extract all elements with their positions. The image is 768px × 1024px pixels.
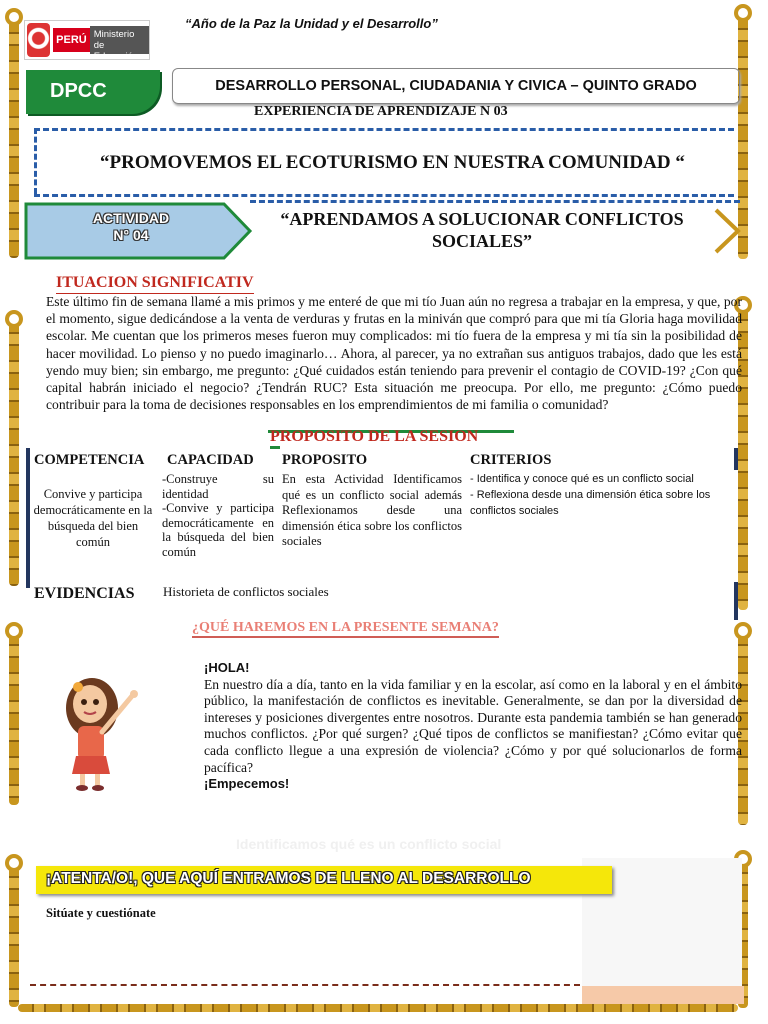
dashed-line-activity (250, 200, 740, 203)
criterio-item: - Reflexiona desde una dimensión ética sobre los conflictos sociales (470, 489, 711, 517)
girl-pointing-illustration (58, 668, 148, 792)
gold-chain-border-left-top (9, 18, 19, 258)
logo-ministry (90, 26, 149, 62)
gold-chain-border-left-bottom (9, 862, 19, 1007)
chain-ring (734, 4, 752, 22)
dashed-frame-left (34, 128, 37, 194)
header-capacidad: CAPACIDAD (167, 452, 254, 468)
capacidad-item: -Convive y participa democráticamente en la búsqueda del bien común (162, 501, 274, 559)
evidencias-label: EVIDENCIAS (34, 585, 135, 602)
activity-badge (24, 202, 254, 260)
activity-number: N° 04 (113, 227, 149, 243)
faded-subheading: Identificamos qué es un conflicto social (236, 836, 502, 852)
ministry-logo (24, 20, 150, 60)
situation-text: Este último fin de semana llamé a mis primos y me enteré de que mi tío Juan aún no regresa a trabajar en la empresa, y que, por el momento, sigue dedicándose a la venta de verduras y frutas en la miniván que compró para que mi tía Gloria haga movilidad escolar. Me cuentan que los primeros meses fueron muy complicados: mi tío fuera de la empresa y mi tía sin la posibilidad de hacer movilidad. Lo pienso y no puedo imaginarlo… Ahora, al parecer, ya no extrañan sus antiguos trabajos, dado que les está yendo muy bien; sin embargo, me pregunto: ¿Qué cuidados están teniendo para prevenir el contagio de COVID-19? ¿Con qué capital habrán iniciado el negocio? ¿Tendrán RUC? Esta situación me preocupa. Por ello, me pregunto: ¿Cómo puedo contribuir para la toma de decisiones responsables en los emprendimientos de mi familia o comunidad? (46, 294, 742, 413)
experience-title: “PROMOVEMOS EL ECOTURISMO EN NUESTRA COMUNIDAD “ (100, 152, 685, 173)
experience-number: EXPERIENCIA DE APRENDIZAJE N 03 (254, 104, 508, 119)
logo-ministry-line1: Ministerio (93, 29, 135, 40)
purpose-heading: PROPOSITO DE LA SESION (270, 428, 479, 445)
footer-accent-block (582, 986, 744, 1004)
header-proposito: PROPOSITO (282, 452, 368, 468)
competencia-value: Convive y participa democráticamente en la búsqueda del bien común (33, 487, 153, 549)
dashed-frame-bottom (34, 194, 734, 197)
course-title-box (172, 68, 740, 104)
intro-closing: ¡Empecemos! (204, 776, 290, 792)
chain-ring (5, 622, 23, 640)
proposito-value: En esta Actividad Identificamos qué es un conflicto social además Reflexionamos desde una dimensión ética sobre los conflictos sociales (282, 472, 462, 549)
chain-ring (5, 310, 23, 328)
activity-title: “APRENDAMOS A SOLUCIONAR CONFLICTOS SOCIALES” (280, 209, 684, 251)
chain-ring (734, 622, 752, 640)
capacidad-item: -Construye su identidad (162, 472, 274, 501)
purpose-underline (270, 446, 280, 449)
capacidad-cell (162, 472, 274, 560)
gold-chain-border-left-mid (9, 318, 19, 586)
header-criterios: CRITERIOS (470, 452, 552, 468)
header-competencia: COMPETENCIA (34, 452, 145, 468)
intro-greeting: ¡HOLA! (204, 660, 250, 675)
table-bracket-left (26, 448, 30, 588)
badge-label: DPCC (50, 80, 107, 102)
criterios-cell (470, 471, 734, 519)
criterio-item: - Identifica y conoce qué es un conflicto social (470, 473, 694, 485)
situation-heading: ITUACION SIGNIFICATIV (56, 274, 254, 294)
attention-banner-text: ¡ATENTA/O!, QUE AQUÍ ENTRAMOS DE LLENO AL DESARROLLO (46, 870, 531, 887)
logo-country: PERÚ (53, 28, 90, 52)
week-heading: ¿QUÉ HAREMOS EN LA PRESENTE SEMANA? (192, 620, 499, 638)
intro-body: En nuestro día a día, tanto en la vida familiar y en la escolar, así como en la laboral y en el ámbito público, la manifestación de conflictos es inevitable. Generalmente, se dan por la diversidad de intereses y posiciones divergentes entre nosotros. Durante esta pandemia también se han generado muchos conflictos. ¿Por qué surgen? ¿Qué tipos de conflictos se manifiestan? ¿Cómo evitar que cada conflicto llegue a una expresión de violencia? ¿Cómo y por qué solucionarlos de forma pacífica? (204, 676, 742, 775)
logo-ministry-line2: de Educación (93, 40, 139, 62)
course-title: DESARROLLO PERSONAL, CIUDADANIA Y CIVICA – QUINTO GRADO (215, 78, 697, 94)
evidencias-value: Historieta de conflictos sociales (163, 584, 329, 599)
gold-chain-border-left-low (9, 630, 19, 805)
year-motto: “Año de la Paz la Unidad y el Desarrollo” (185, 16, 438, 31)
gold-chain-border-bottom (18, 1004, 738, 1012)
table-bracket-right-bottom (734, 582, 738, 620)
chain-ring (5, 854, 23, 872)
intro-block (204, 660, 742, 793)
dashed-frame-top (34, 128, 734, 131)
chain-ring (5, 8, 23, 26)
situate-label: Sitúate y cuestiónate (46, 906, 156, 920)
dpcc-badge (26, 60, 162, 116)
chevron-right-icon (712, 206, 742, 261)
dashed-footer-line (30, 984, 580, 986)
table-bracket-right-top (734, 448, 738, 470)
peru-shield-icon (27, 23, 50, 57)
activity-label: ACTIVIDAD (92, 210, 170, 226)
